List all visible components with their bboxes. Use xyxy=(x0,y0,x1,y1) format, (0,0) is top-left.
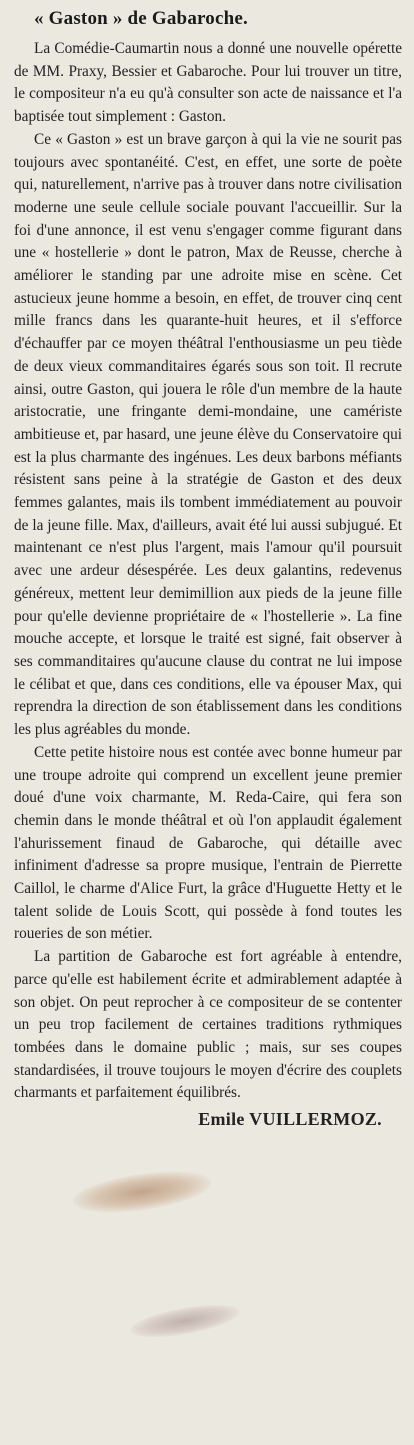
article-title: « Gaston » de Gabaroche. xyxy=(34,8,248,29)
paragraph-score: La partition de Gabaroche est fort agréable à entendre, parce qu'elle est habilement écrite et admirablement adaptée à son objet. On peut reprocher à ce compositeur de se contenter un peu trop facilement de certaines traditions rythmiques tombées dans le domaine public ; mais, sur ses coupes standardisées, il trouve toujours le moyen d'écrire des couplets charmants et parfaitement équilibrés. xyxy=(14,948,402,1102)
author-signature: Emile VUILLERMOZ. xyxy=(198,1109,382,1130)
paper-stain xyxy=(70,1164,214,1219)
paragraph-plot: Ce « Gaston » est un brave garçon à qui la vie ne sourit pas toujours avec spontanéité. C'est, en effet, une sorte de poète qui, naturellement, n'arrive pas à trouver dans notre civilisation moderne une seule cellule sociale pouvant l'accueillir. Sur la foi d'une annonce, il est venu s'engager comme figurant dans une « hostellerie » dont le patron, Max de Reusse, cherche à améliorer le standing par une adroite mise en scène. Cet astucieux jeune homme a besoin, en effet, de trouver cinq cent mille francs dans les quarante-huit heures, et il s'efforce d'échauffer par ce moyen théâtral l'enthousiasme un peu tiède de deux vieux commanditaires égarés sous son toit. Il recrute ainsi, outre Gaston, qui jouera le rôle d'un membre de la haute aristocratie, une fringante demi-mondaine, une camériste ambitieuse et, par hasard, une jeune élève du Conservatoire qui est la plus charmante des ingénues. Les deux barbons méfiants résistent sans peine à la stratégie de Gaston et des deux femmes galantes, mais ils tombent immédiatement au pouvoir de la jeune fille. Max, d'ailleurs, avait été lui aussi subjugué. Et maintenant ce n'est plus l'argent, mais l'amour qu'il poursuit avec une ardeur désespérée. Les deux galantins, redevenus généreux, mettent leur demimillion aux pieds de la jeune fille pour qu'elle devienne propriétaire de « l'hostellerie ». La fine mouche accepte, et lorsque le traité est signé, fait observer à ses commanditaires qu'aucune clause du contrat ne lui impose le célibat et que, dans ces conditions, elle va épouser Max, qui reprendra la direction de son établissement dans les conditions les plus agréables du monde. xyxy=(14,130,402,739)
paper-stain-lower xyxy=(129,1299,242,1344)
paragraph-intro: La Comédie-Caumartin nous a donné une nouvelle opérette de MM. Praxy, Bessier et Gabaroche. Pour lui trouver un titre, le compositeur n'a eu qu'à consulter son acte de naissance et l'a baptisée tout simplement : Gaston. xyxy=(14,40,402,126)
paragraph-cast: Cette petite histoire nous est contée avec bonne humeur par une troupe adroite qui comprend un excellent jeune premier doué d'une voix charmante, M. Reda-Caire, qui fera son chemin dans le monde théâtral et où l'on applaudit également l'ahurissement finaud de Gabaroche, qui détaille avec infiniment d'adresse sa propre musique, l'entrain de Pierrette Caillol, le charme d'Alice Furt, la grâce d'Huguette Hetty et le talent solide de Louis Scott, qui possède à fond toutes les roueries de son métier. xyxy=(14,743,402,943)
